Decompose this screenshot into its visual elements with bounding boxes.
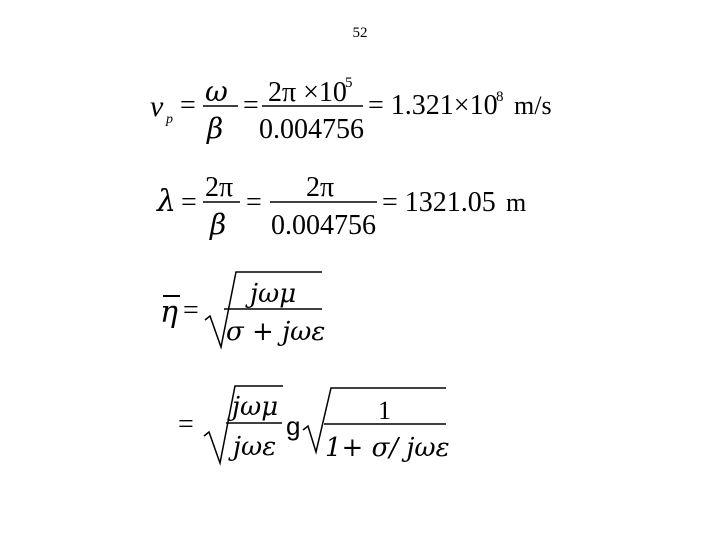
unit: m/s (514, 91, 552, 120)
radicand-numerator: jωμ (250, 279, 297, 309)
equals-sign: = (178, 409, 194, 440)
vp-symbol: v (150, 90, 164, 123)
numerator-value: 2π (205, 172, 234, 203)
result-value: = 1321.05 (382, 187, 496, 218)
equals-sign: = (183, 295, 199, 326)
radicand-numerator: jωμ (232, 392, 279, 422)
page-number: 52 (352, 25, 368, 41)
equals-sign: = (180, 90, 196, 121)
result-value: = 1.321×10 (368, 90, 498, 121)
numerator-value: 2π (306, 172, 335, 203)
equals-sign: = (246, 187, 262, 218)
denominator-value: 0.004756 (271, 210, 376, 241)
radicand-denominator: jωε (233, 432, 277, 462)
lambda-symbol: λ (157, 184, 177, 219)
radicand-denominator: 1+ σ/ jωε (325, 433, 450, 463)
vp-subscript: p (166, 112, 173, 127)
radicand-numerator: 1 (378, 396, 391, 425)
beta-denominator: β (207, 112, 224, 145)
beta-denominator: β (210, 208, 227, 241)
phase-velocity-equation (150, 75, 552, 145)
exponent: 5 (345, 75, 353, 91)
unit: m (506, 188, 527, 217)
impedance-equation (160, 272, 325, 347)
wavelength-equation (156, 172, 526, 241)
expanded-impedance-equation (178, 386, 450, 463)
radicand-denominator: σ + jωε (226, 317, 326, 347)
multiply-dot: g (286, 411, 301, 441)
denominator-value: 0.004756 (259, 114, 364, 145)
equals-sign: = (243, 90, 259, 121)
eta-symbol: η (160, 295, 178, 330)
numerator-value: 2π ×10 (268, 77, 347, 108)
equals-sign: = (181, 187, 197, 218)
exponent: 8 (496, 89, 504, 105)
omega-numerator: ω (205, 75, 228, 108)
